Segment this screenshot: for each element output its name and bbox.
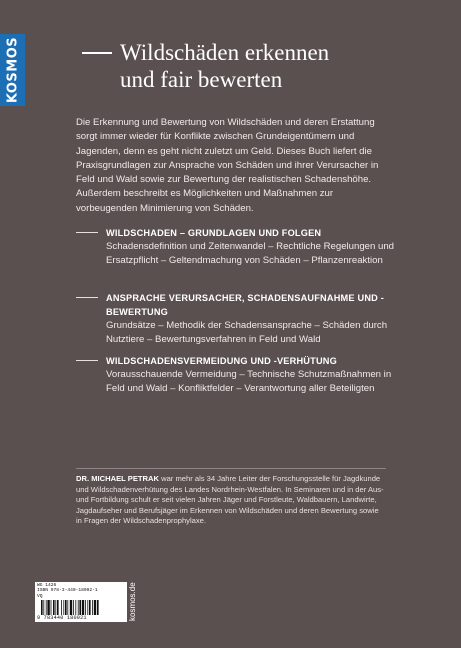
- barcode-isbn: ISBN 978-3-440-18092-1: [37, 588, 98, 594]
- section-rule: [76, 232, 98, 233]
- intro-paragraph: Die Erkennung und Bewertung von Wildschäden und deren Erstattung sorgt immer wieder für Konflikte zwischen Grundeigentümern und Jagenden, denn es geht nicht zuletzt um Geld. Dieses Buch liefert die Praxisgrundlagen zur Ansprache von Schäden und ihrer Verursacher in Feld und Wald sowie zur Bewertung der realistischen Schadenshöhe. Außerdem beschreibt es Möglichkeiten und Maßnahmen zur vorbeugenden Minimierung von Schäden.: [76, 117, 379, 214]
- section-body: Vorausschauende Vermeidung – Technische Schutzmaßnahmen in Feld und Wald – Konfliktfelder – Verantwortung aller Beteiligten: [106, 369, 392, 395]
- website-url: kosmos.de: [128, 582, 137, 621]
- section-rule: [76, 297, 98, 298]
- section-body: Schadensdefinition und Zeitenwandel – Rechtliche Regelungen und Ersatzpflicht – Geltendmachung von Schäden – Pflanzenreaktion: [106, 241, 395, 267]
- section-heading: WILDSCHADENSVERMEIDUNG UND -VERHÜTUNG: [106, 356, 337, 366]
- barcode-box: [35, 582, 127, 622]
- barcode-vq: VQ: [37, 593, 43, 599]
- intro-text: [76, 116, 396, 216]
- section-ansprache: [76, 291, 406, 348]
- publisher-logo-text: KOSMOS: [5, 36, 20, 104]
- section-vermeidung: [76, 354, 406, 397]
- barcode-icon: [41, 600, 121, 615]
- barcode-wg: WG 1426: [37, 583, 57, 588]
- book-title: [82, 39, 422, 93]
- author-text: war mehr als 34 Jahre Leiter der Forschungsstelle für Jagdkunde und Wildschadenverhütung des Landes Nordrhein-Westfalen. In Seminaren und in der Aus- und Fortbildung schult er seit vielen Jahren Jäger und Forstleute, Waldbauern, Landwirte, Jagdaufseher und Berufsjäger im Erkennen von Wildschäden und deren Bewertung sowie in Fragen der Wildschadenprophylaxe.: [76, 474, 384, 526]
- section-grundlagen: [76, 226, 406, 269]
- author-divider: [76, 468, 386, 469]
- publisher-logo: [0, 34, 25, 106]
- section-rule: [76, 360, 98, 361]
- section-body: Grundsätze – Methodik der Schadensansprache – Schäden durch Nutztiere – Bewertungsverfahren in Feld und Wald: [106, 320, 388, 346]
- section-heading: WILDSCHADEN – GRUNDLAGEN UND FOLGEN: [106, 228, 322, 238]
- barcode-info: [37, 583, 98, 599]
- barcode-number: 9 783440 180921: [37, 615, 87, 621]
- section-heading: ANSPRACHE VERURSACHER, SCHADENSAUFNAHME UND -BEWERTUNG: [106, 293, 385, 317]
- title-dash: [82, 52, 112, 54]
- author-name: DR. MICHAEL PETRAK: [76, 474, 159, 483]
- title-line-1: Wildschäden erkennen: [120, 40, 330, 65]
- author-bio: [76, 474, 386, 527]
- title-line-2: und fair bewerten: [120, 67, 283, 92]
